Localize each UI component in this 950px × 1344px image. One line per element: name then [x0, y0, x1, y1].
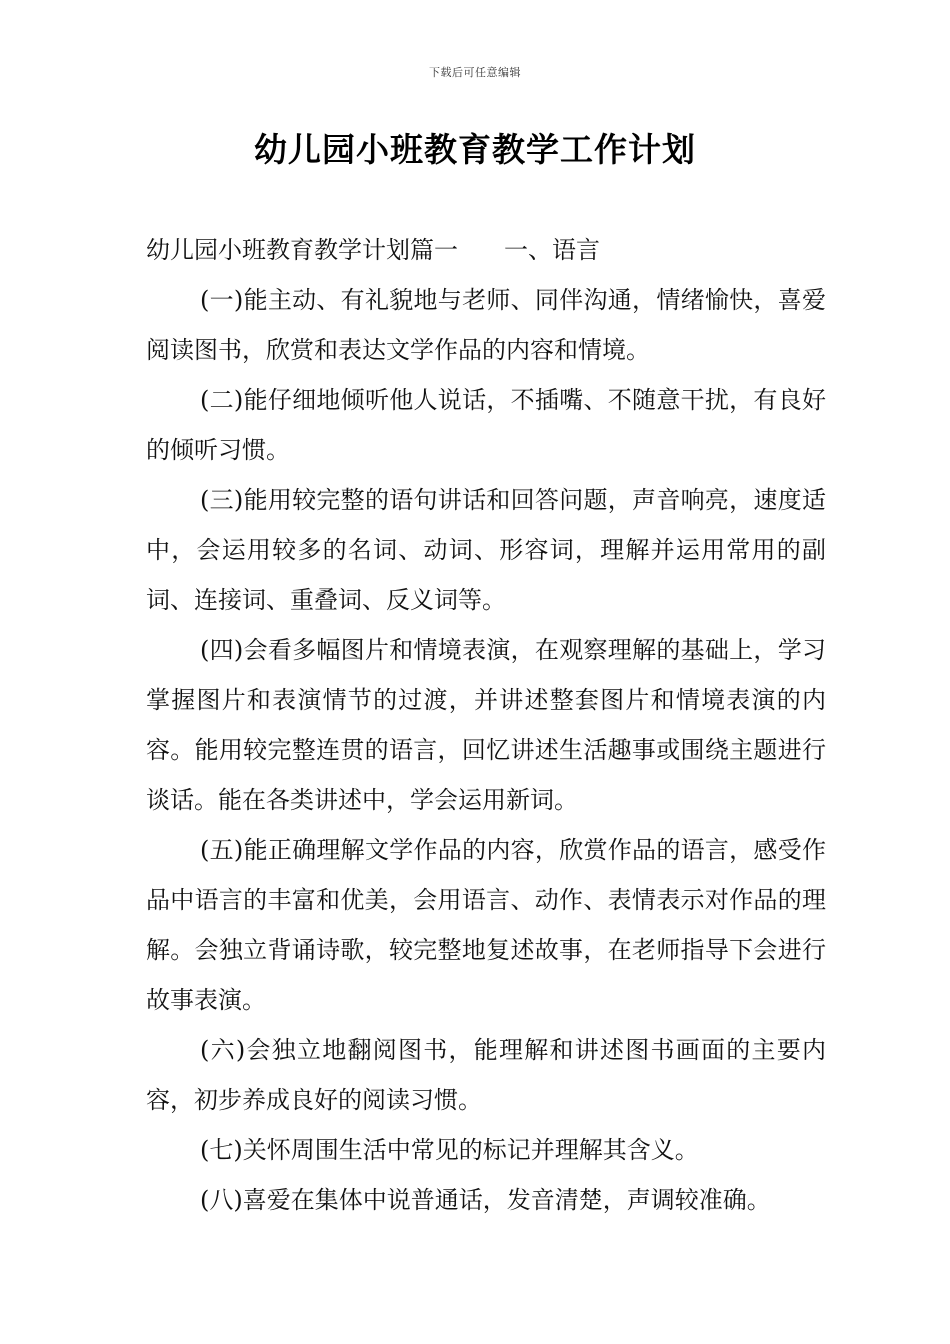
paragraph-4: (四)会看多幅图片和情境表演，在观察理解的基础上，学习掌握图片和表演情节的过渡，并讲述整套图片和情境表演的内容。能用较完整连贯的语言，回忆讲述生活趣事或围绕主题进行谈话。能在各类讲述中，学会运用新词。 [146, 636, 826, 814]
paragraph-7: (七)关怀周围生活中常见的标记并理解其含义。 [200, 1136, 699, 1164]
lead-line [146, 225, 826, 275]
paragraph-6: (六)会独立地翻阅图书，能理解和讲述图书画面的主要内容，初步养成良好的阅读习惯。 [146, 1036, 826, 1114]
paragraph-5: (五)能正确理解文学作品的内容，欣赏作品的语言，感受作品中语言的丰富和优美，会用语言、动作、表情表示对作品的理解。会独立背诵诗歌，较完整地复述故事，在老师指导下会进行故事表演。 [146, 836, 826, 1014]
subsection-heading: 一、语言 [504, 236, 600, 264]
document-body [146, 225, 826, 1225]
page-title: 幼儿园小班教育教学工作计划 [254, 130, 696, 169]
paragraph-2: (二)能仔细地倾听他人说话，不插嘴、不随意干扰，有良好的倾听习惯。 [146, 386, 826, 464]
header-note: 下载后可任意编辑 [429, 66, 521, 79]
paragraph-1: (一)能主动、有礼貌地与老师、同伴沟通，情绪愉快，喜爱阅读图书，欣赏和表达文学作品的内容和情境。 [146, 286, 826, 364]
paragraph-3: (三)能用较完整的语句讲话和回答问题，声音响亮，速度适中，会运用较多的名词、动词、形容词，理解并运用常用的副词、连接词、重叠词、反义词等。 [146, 486, 826, 614]
section-heading: 幼儿园小班教育教学计划篇一 [146, 236, 458, 264]
paragraph-8: (八)喜爱在集体中说普通话，发音清楚，声调较准确。 [200, 1186, 771, 1214]
